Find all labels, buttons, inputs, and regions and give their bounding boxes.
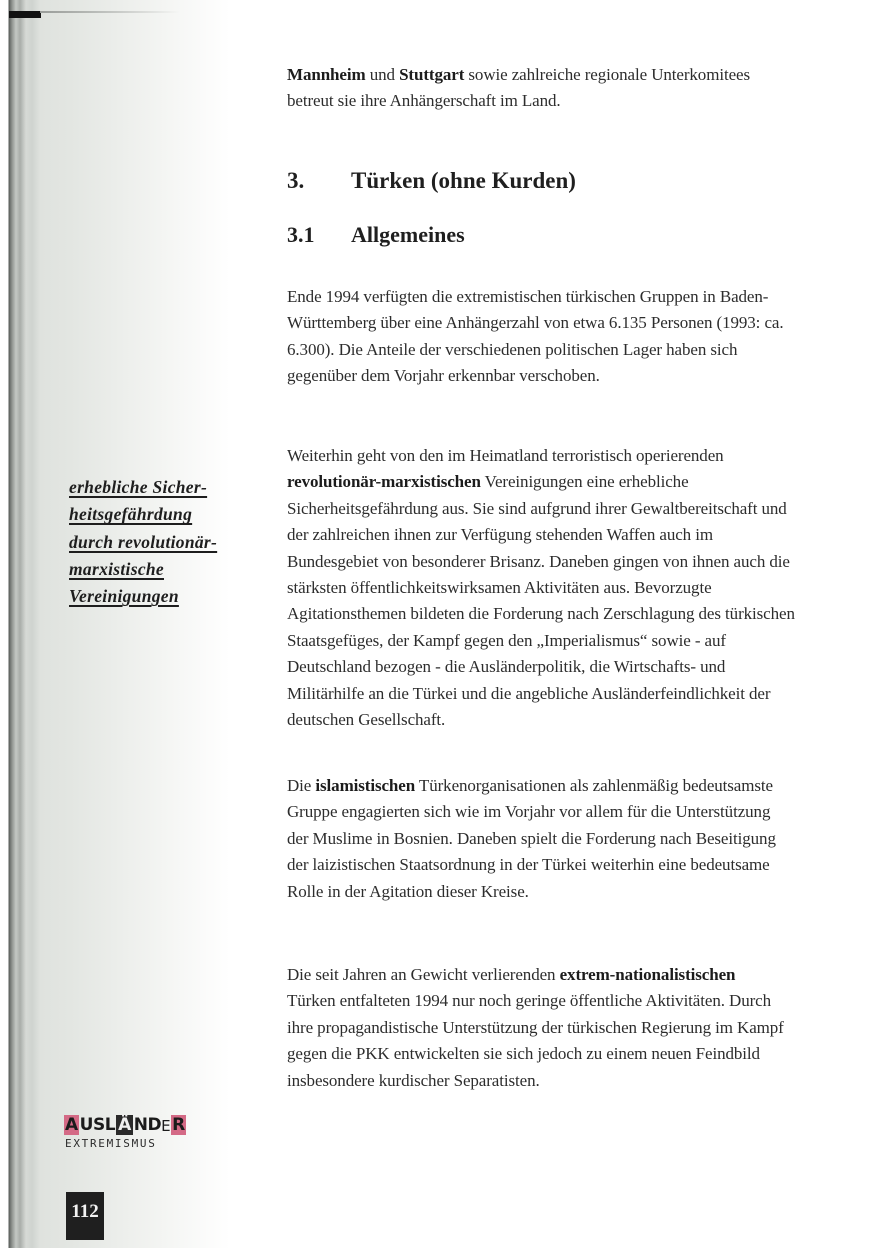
p4-text-post: Türken entfalteten 1994 nur noch geringe öffentliche Aktivitäten. Durch ihre propagandistische Unterstützung der türkischen Regierung im Kampf gegen die PKK entwickelten sie sich jedoch zu einem neuen Feindbild insbesondere kurdischer Separatisten.: [287, 991, 784, 1090]
page-number-badge: 112: [66, 1192, 104, 1240]
paragraph-overview: Ende 1994 verfügten die extremistischen türkischen Gruppen in Baden-Württemberg über eine Anhängerzahl von etwa 6.135 Personen (1993: ca. 6.300). Die Anteile der verschiedenen politischen Lager haben sich gegenüber dem Vorjahr erkennbar verschoben.: [287, 287, 784, 386]
subsection-title: Allgemeines: [351, 222, 465, 247]
section-heading-3-1: [287, 222, 465, 248]
intro-text-1: und: [365, 65, 400, 84]
paragraph-islamist: [287, 773, 795, 905]
logo-letter-ae: Ä: [118, 1115, 131, 1135]
logo-letter-a: A: [65, 1115, 78, 1135]
p2-text-pre: Weiterhin geht von den im Heimatland terroristisch operierenden: [287, 446, 724, 465]
bold-city-stuttgart: Stuttgart: [399, 65, 465, 84]
margin-note-line: marxistische: [69, 558, 164, 579]
section-heading-3: [287, 168, 576, 194]
p4-bold-term: extrem-nationalistischen: [559, 965, 736, 984]
margin-note-line: erhebliche Sicher-: [69, 477, 208, 497]
logo-letters: USL: [79, 1115, 116, 1135]
page-edge-shadow: [9, 11, 41, 18]
binding-gutter: [0, 0, 230, 1248]
p4-text-pre: Die seit Jahren an Gewicht verlierenden: [287, 965, 560, 984]
p3-text-post: Türkenorganisationen als zahlenmäßig bedeutsamste Gruppe engagierten sich wie im Vorjahr vor allem für die Unterstützung der Muslime in Bosnien. Daneben spielt die Forderung nach Beseitigung der laizistischen Staatsordnung in der Türkei weiterhin eine bedeutsame Rolle in der Agitation dieser Kreise.: [287, 776, 776, 901]
margin-note-line: durch revolutionär-: [69, 531, 218, 552]
p2-bold-term: revolutionär-marxistischen: [287, 472, 481, 492]
section-number: 3.: [287, 168, 305, 193]
subsection-number: 3.1: [287, 222, 315, 247]
auslaender-extremismus-logo: [62, 1113, 185, 1150]
margin-note-line: heitsgefährdung: [69, 504, 193, 525]
p2-text-post: Vereinigungen eine erhebliche Sicherheitsgefährdung aus. Sie sind aufgrund ihrer Gewaltbereitschaft und der zahlreichen ihnen zur Verfügung stehenden Waffen auch im Bundesgebiet von besonderer Brisanz. Daneben gingen von ihnen auch die stärksten öffentlichkeitswirksamen Aktivitäten aus. Bevorzugte Agitationsthemen bildeten die Forderung nach Zerschlagung des türkischen Staatsgefüges, der Kampf gegen den „Imperialismus“ sowie - auf Deutschland bezogen - die Ausländerpolitik, die Wirtschafts- und Militärhilfe an die Türkei und die angebliche Ausländerfeindlichkeit der deutschen Gesellschaft.: [287, 472, 795, 730]
margin-note-line: Vereinigungen: [69, 586, 179, 607]
logo-letters: ND: [133, 1115, 162, 1135]
p3-bold-term: islamistischen: [315, 776, 416, 795]
bold-city-mannheim: Mannheim: [287, 65, 366, 84]
intro-paragraph: [287, 62, 797, 115]
logo-subtitle: EXTREMISMUS: [65, 1137, 157, 1150]
intro-text-2: sowie zahlreiche regionale Unterkomitees betreut sie ihre Anhängerschaft im Land.: [287, 65, 750, 111]
page-edge-line: [40, 11, 180, 13]
logo-letter-e: E: [161, 1117, 171, 1135]
paragraph-revolutionary-marxist: [287, 443, 797, 733]
p3-text-pre: Die: [287, 776, 316, 795]
section-title: Türken (ohne Kurden): [351, 168, 576, 193]
paragraph-extreme-nationalist: [287, 962, 787, 1094]
logo-wordmark: [62, 1113, 185, 1135]
margin-note: [69, 474, 269, 610]
logo-letter-r: R: [172, 1115, 185, 1135]
